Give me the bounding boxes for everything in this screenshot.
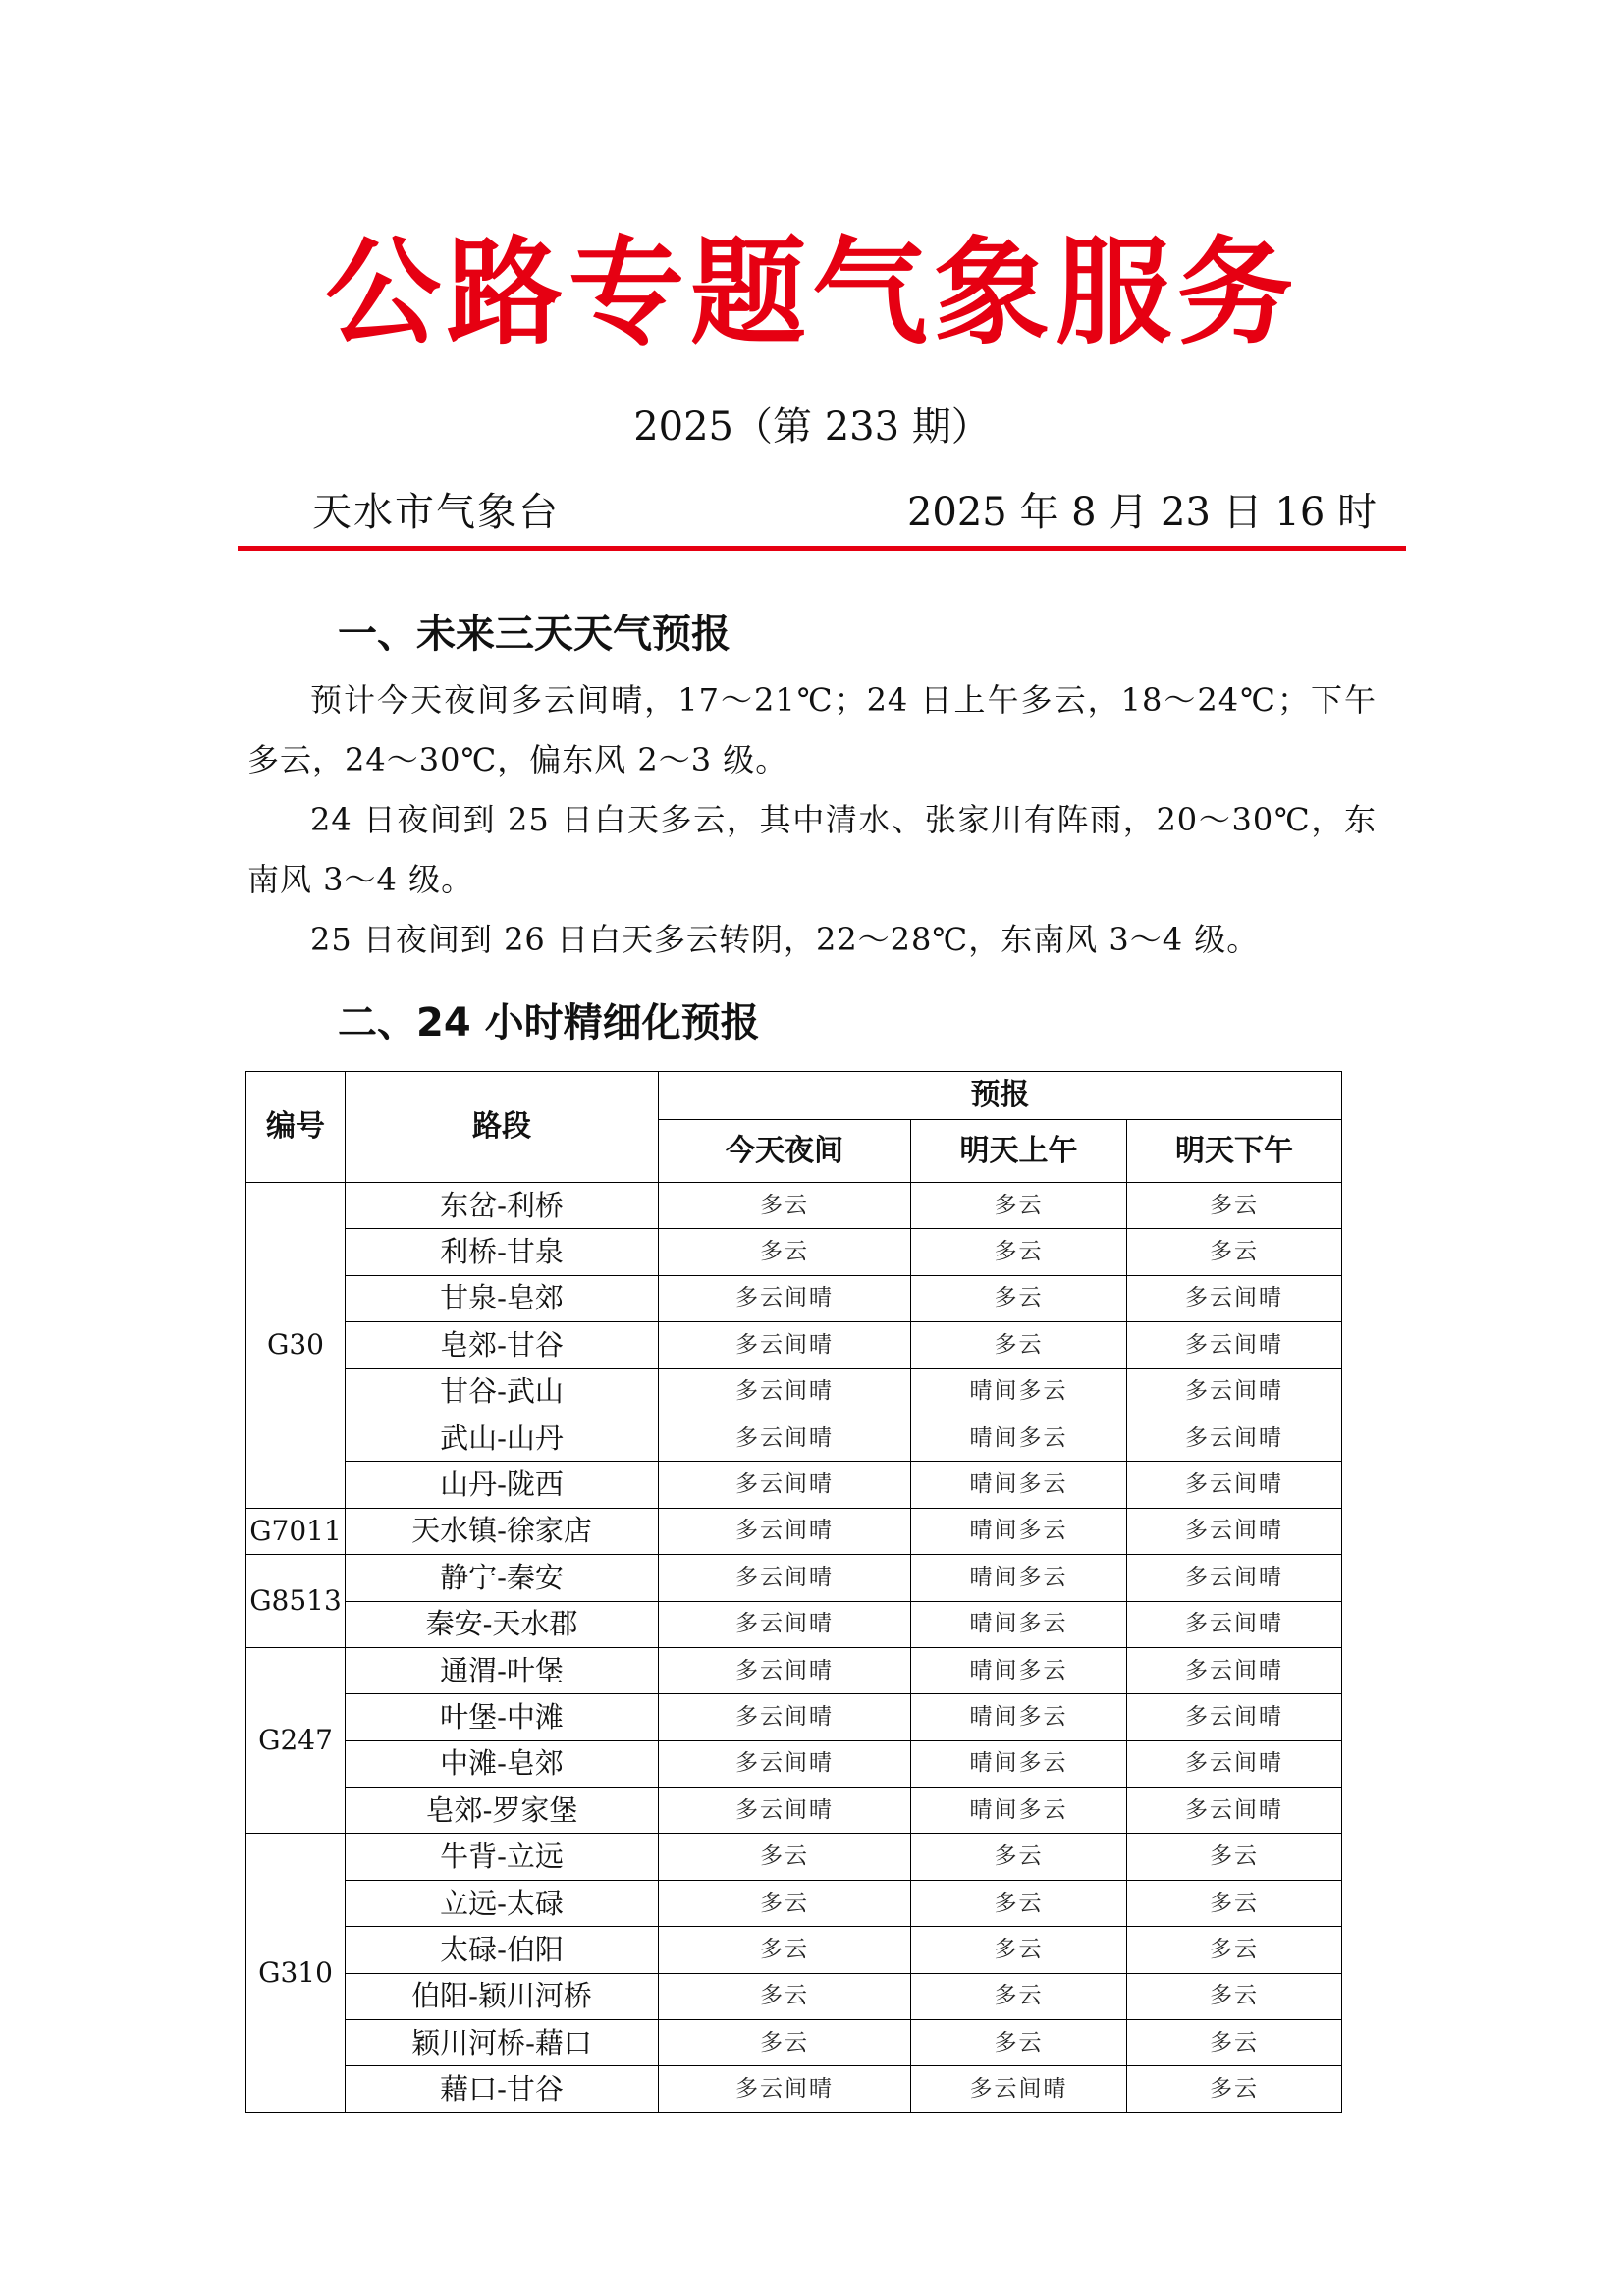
- table-row: [246, 1740, 1342, 1787]
- forecast-tomorrow-pm: 多云间晴: [1127, 1555, 1342, 1601]
- road-segment: 颖川河桥-藉口: [346, 2020, 659, 2066]
- forecast-tomorrow-am: 晴间多云: [911, 1601, 1127, 1647]
- forecast-tonight: 多云: [659, 1927, 911, 1973]
- forecast-tomorrow-am: 多云: [911, 1880, 1127, 1926]
- forecast-tonight: 多云间晴: [659, 1415, 911, 1461]
- forecast-tomorrow-am: 晴间多云: [911, 1788, 1127, 1834]
- forecast-table-body: [246, 1183, 1342, 2113]
- forecast-tomorrow-am: 多云: [911, 2020, 1127, 2066]
- forecast-tomorrow-am: 晴间多云: [911, 1647, 1127, 1693]
- table-row: [246, 1508, 1342, 1554]
- header-tomorrow-am: 明天上午: [911, 1120, 1127, 1183]
- road-segment: 甘泉-皂郊: [346, 1275, 659, 1321]
- table-row: [246, 1322, 1342, 1368]
- table-row: [246, 1880, 1342, 1926]
- table-row: [246, 2020, 1342, 2066]
- road-code: G30: [246, 1183, 346, 1509]
- forecast-tomorrow-pm: 多云间晴: [1127, 1694, 1342, 1740]
- forecast-tomorrow-pm: 多云间晴: [1127, 1788, 1342, 1834]
- table-row: [246, 1788, 1342, 1834]
- table-row: [246, 1462, 1342, 1508]
- forecast-tomorrow-pm: 多云: [1127, 2066, 1342, 2112]
- table-row: [246, 2066, 1342, 2112]
- forecast-tonight: 多云: [659, 1834, 911, 1880]
- table-row: [246, 1601, 1342, 1647]
- table-row: [246, 1647, 1342, 1693]
- forecast-paragraph: 预计今天夜间多云间晴，17～21℃；24 日上午多云，18～24℃；下午多云，24～30℃，偏东风 2～3 级。: [247, 681, 1377, 778]
- forecast-tomorrow-am: 多云: [911, 1927, 1127, 1973]
- report-title: 公路专题气象服务: [324, 225, 1299, 360]
- forecast-tomorrow-pm: 多云: [1127, 1880, 1342, 1926]
- forecast-tonight: 多云间晴: [659, 1275, 911, 1321]
- road-code: G8513: [246, 1555, 346, 1648]
- forecast-tonight: 多云间晴: [659, 1647, 911, 1693]
- table-row: [246, 1229, 1342, 1275]
- road-segment: 武山-山丹: [346, 1415, 659, 1461]
- road-segment: 天水镇-徐家店: [346, 1508, 659, 1554]
- section2-heading: 二、24 小时精细化预报: [338, 1000, 760, 1045]
- forecast-tomorrow-am: 晴间多云: [911, 1415, 1127, 1461]
- road-segment: 利桥-甘泉: [346, 1229, 659, 1275]
- forecast-tomorrow-am: 多云: [911, 1275, 1127, 1321]
- forecast-tonight: 多云间晴: [659, 1508, 911, 1554]
- red-divider: [238, 546, 1406, 551]
- forecast-tomorrow-pm: 多云: [1127, 1183, 1342, 1229]
- issue-date: 2025 年 8 月 23 日 16 时: [906, 490, 1377, 535]
- road-segment: 中滩-皂郊: [346, 1740, 659, 1787]
- table-row: [246, 1368, 1342, 1415]
- table-row: [246, 1183, 1342, 1229]
- header-code: 编号: [246, 1072, 346, 1183]
- forecast-tomorrow-pm: 多云: [1127, 1229, 1342, 1275]
- table-row: [246, 1555, 1342, 1601]
- forecast-tomorrow-pm: 多云间晴: [1127, 1275, 1342, 1321]
- section1-heading: 一、未来三天天气预报: [338, 612, 731, 657]
- forecast-tomorrow-pm: 多云: [1127, 1973, 1342, 2019]
- table-row: [246, 1927, 1342, 1973]
- forecast-tonight: 多云: [659, 2020, 911, 2066]
- road-segment: 皂郊-罗家堡: [346, 1788, 659, 1834]
- forecast-tomorrow-am: 多云: [911, 1834, 1127, 1880]
- road-segment: 东岔-利桥: [346, 1183, 659, 1229]
- forecast-tomorrow-am: 晴间多云: [911, 1555, 1127, 1601]
- header-tomorrow-pm: 明天下午: [1127, 1120, 1342, 1183]
- forecast-tomorrow-pm: 多云: [1127, 2020, 1342, 2066]
- forecast-tonight: 多云间晴: [659, 1462, 911, 1508]
- forecast-tomorrow-pm: 多云间晴: [1127, 1647, 1342, 1693]
- forecast-tonight: 多云: [659, 1973, 911, 2019]
- forecast-tomorrow-am: 晴间多云: [911, 1462, 1127, 1508]
- table-row: [246, 1415, 1342, 1461]
- forecast-tomorrow-am: 晴间多云: [911, 1508, 1127, 1554]
- forecast-tomorrow-am: 多云: [911, 1322, 1127, 1368]
- road-segment: 牛背-立远: [346, 1834, 659, 1880]
- forecast-tomorrow-pm: 多云间晴: [1127, 1415, 1342, 1461]
- road-segment: 太碌-伯阳: [346, 1927, 659, 1973]
- table-row: [246, 1694, 1342, 1740]
- forecast-table: [245, 1071, 1342, 2113]
- issuing-org: 天水市气象台: [312, 490, 560, 535]
- road-segment: 山丹-陇西: [346, 1462, 659, 1508]
- road-segment: 通渭-叶堡: [346, 1647, 659, 1693]
- forecast-tomorrow-am: 晴间多云: [911, 1368, 1127, 1415]
- forecast-tonight: 多云间晴: [659, 2066, 911, 2112]
- road-segment: 秦安-天水郡: [346, 1601, 659, 1647]
- forecast-tonight: 多云: [659, 1183, 911, 1229]
- forecast-tonight: 多云间晴: [659, 1788, 911, 1834]
- header-tonight: 今天夜间: [659, 1120, 911, 1183]
- table-row: [246, 1834, 1342, 1880]
- forecast-tomorrow-am: 多云: [911, 1973, 1127, 2019]
- forecast-tonight: 多云间晴: [659, 1322, 911, 1368]
- forecast-tomorrow-pm: 多云间晴: [1127, 1322, 1342, 1368]
- forecast-tomorrow-pm: 多云间晴: [1127, 1462, 1342, 1508]
- road-segment: 伯阳-颖川河桥: [346, 1973, 659, 2019]
- forecast-paragraph: 25 日夜间到 26 日白天多云转阴，22～28℃，东南风 3～4 级。: [310, 921, 1260, 958]
- forecast-tomorrow-pm: 多云: [1127, 1834, 1342, 1880]
- forecast-tonight: 多云间晴: [659, 1368, 911, 1415]
- forecast-tomorrow-pm: 多云间晴: [1127, 1601, 1342, 1647]
- road-segment: 立远-太碌: [346, 1880, 659, 1926]
- table-row: [246, 1275, 1342, 1321]
- forecast-tonight: 多云: [659, 1880, 911, 1926]
- road-code: G7011: [246, 1508, 346, 1554]
- forecast-tomorrow-am: 多云: [911, 1229, 1127, 1275]
- forecast-tomorrow-am: 晴间多云: [911, 1740, 1127, 1787]
- road-segment: 静宁-秦安: [346, 1555, 659, 1601]
- forecast-tomorrow-pm: 多云间晴: [1127, 1740, 1342, 1787]
- road-code: G247: [246, 1647, 346, 1834]
- forecast-tomorrow-pm: 多云: [1127, 1927, 1342, 1973]
- forecast-tonight: 多云间晴: [659, 1740, 911, 1787]
- forecast-tonight: 多云间晴: [659, 1601, 911, 1647]
- issue-number: 2025（第 233 期）: [633, 404, 991, 450]
- road-segment: 藉口-甘谷: [346, 2066, 659, 2112]
- forecast-tomorrow-am: 多云间晴: [911, 2066, 1127, 2112]
- header-segment: 路段: [346, 1072, 659, 1183]
- table-row: [246, 1973, 1342, 2019]
- road-segment: 甘谷-武山: [346, 1368, 659, 1415]
- forecast-tonight: 多云间晴: [659, 1694, 911, 1740]
- forecast-tomorrow-am: 晴间多云: [911, 1694, 1127, 1740]
- forecast-tomorrow-am: 多云: [911, 1183, 1127, 1229]
- forecast-tonight: 多云: [659, 1229, 911, 1275]
- forecast-tomorrow-pm: 多云间晴: [1127, 1508, 1342, 1554]
- header-forecast: 预报: [659, 1072, 1342, 1120]
- forecast-tonight: 多云间晴: [659, 1555, 911, 1601]
- forecast-paragraph: 24 日夜间到 25 日白天多云，其中清水、张家川有阵雨，20～30℃，东南风 3～4 级。: [247, 801, 1377, 898]
- road-code: G310: [246, 1834, 346, 2112]
- road-segment: 叶堡-中滩: [346, 1694, 659, 1740]
- road-segment: 皂郊-甘谷: [346, 1322, 659, 1368]
- forecast-tomorrow-pm: 多云间晴: [1127, 1368, 1342, 1415]
